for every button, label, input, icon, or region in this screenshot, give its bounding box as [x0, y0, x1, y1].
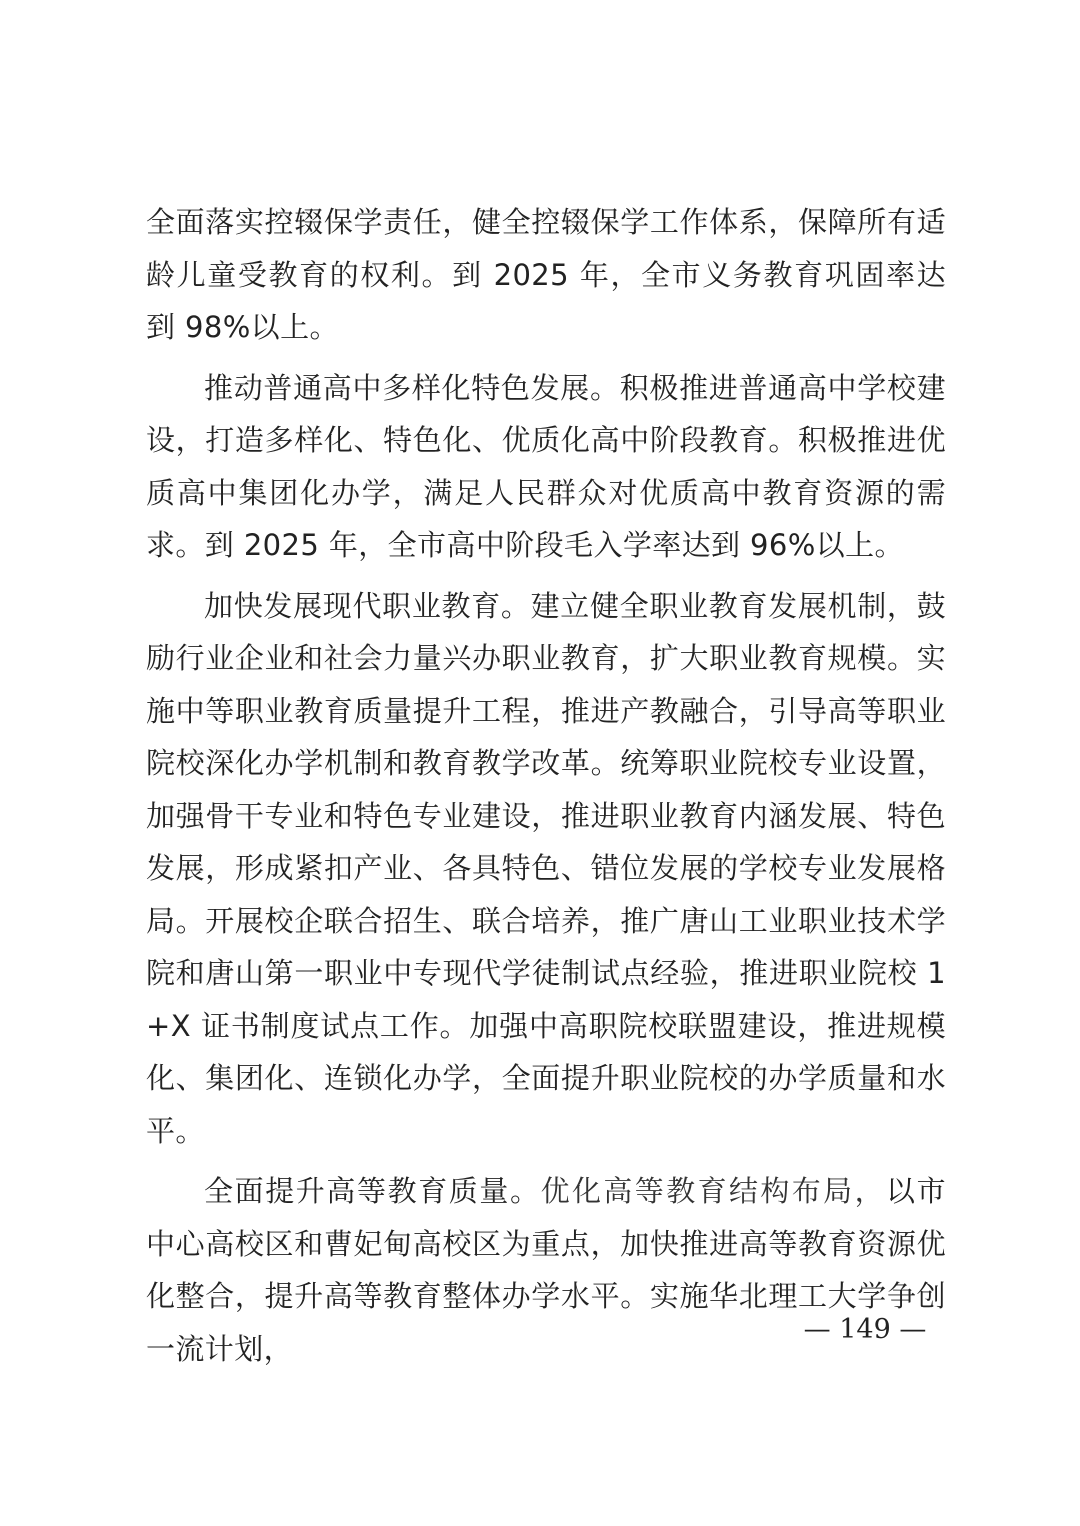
paragraph-2 [146, 362, 946, 572]
paragraph-1 [146, 196, 946, 354]
paragraph-4-lead: 全面提升高等教育质量。 [204, 1174, 541, 1208]
paragraph-2-lead: 推动普通高中多样化特色发展。 [204, 370, 620, 405]
paragraph-4-lead-secondary: 优化高等教育结构布局， [540, 1174, 886, 1208]
paragraph-3 [146, 580, 946, 1158]
paragraph-3-body: 建立健全职业教育发展机制，鼓励行业企业和社会力量兴办职业教育，扩大职业教育规模。实施中等职业教育质量提升工程，推进产教融合，引导高等职业院校深化办学机制和教育教学改革。统筹职业院校专业设置，加强骨干专业和特色专业建设，推进职业教育内涵发展、特色发展，形成紧扣产业、各具特色、错位发展的学校专业发展格局。开展校企联合招生、联合培养，推广唐山工业职业技术学院和唐山第一职业中专现代学徒制试点经验，推进职业院校 1+X 证书制度试点工作。加强中高职院校联盟建设，推进规模化、集团化、连锁化办学，全面提升职业院校的办学质量和水平。 [146, 588, 946, 1148]
paragraph-2-body: 积极推进普通高中学校建设，打造多样化、特色化、优质化高中阶段教育。积极推进优质高中集团化办学，满足人民群众对优质高中教育资源的需求。到 2025 年，全市高中阶段毛入学率达到 96%以上。 [146, 370, 946, 562]
paragraph-4-body: 以市中心高校区和曹妃甸高校区为重点，加快推进高等教育资源优化整合，提升高等教育整体办学水平。实施华北理工大学争创一流计划， [146, 1174, 946, 1366]
body-text [146, 196, 946, 1375]
paragraph-1-body: 全面落实控辍保学责任，健全控辍保学工作体系，保障所有适龄儿童受教育的权利。到 2025 年，全市义务教育巩固率达到 98%以上。 [146, 205, 946, 344]
page-number: — 149 — [803, 1314, 927, 1345]
paragraph-3-lead: 加快发展现代职业教育。 [204, 588, 531, 623]
